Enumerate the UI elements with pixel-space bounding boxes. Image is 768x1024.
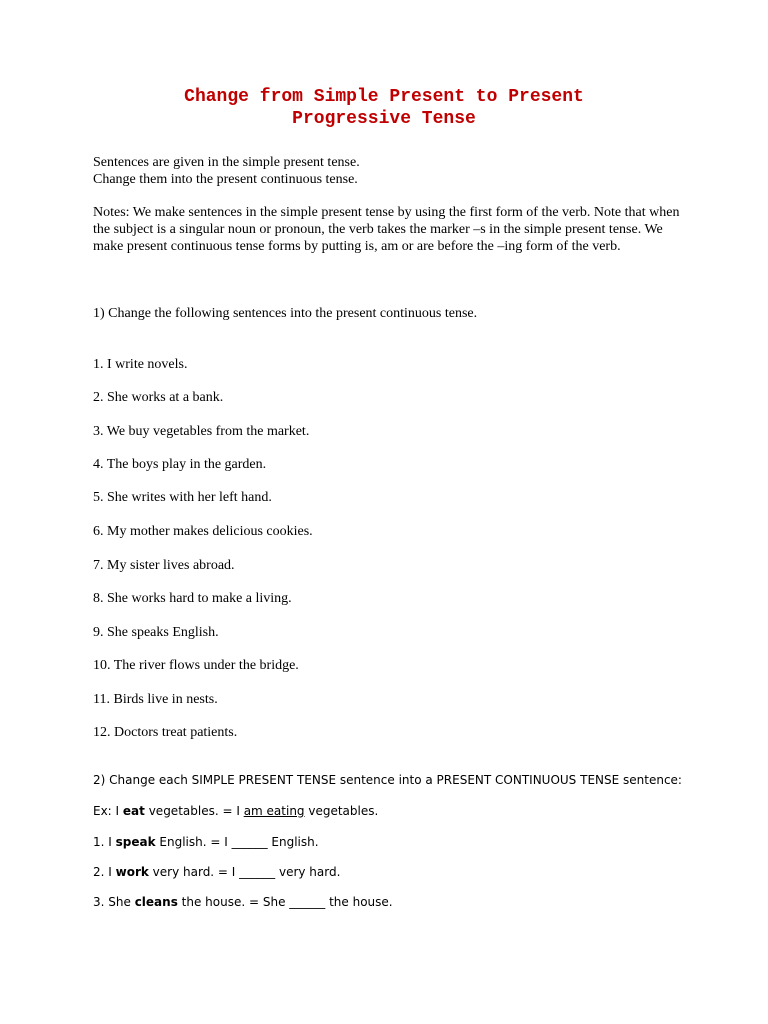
exercise-item-8: 8. She works hard to make a living.: [93, 591, 292, 606]
fill-item-rest: the house. = She ______ the house.: [177, 895, 393, 909]
section-2-instruction: 2) Change each SIMPLE PRESENT TENSE sentence into a PRESENT CONTINUOUS TENSE sentence:: [93, 773, 682, 787]
exercise-item-5: 5. She writes with her left hand.: [93, 490, 272, 505]
exercise-item-10: 10. The river flows under the bridge.: [93, 658, 299, 673]
example-verb: eat: [122, 804, 145, 818]
title-line-1: Change from Simple Present to Present: [184, 87, 584, 107]
exercise-item-3: 3. We buy vegetables from the market.: [93, 424, 310, 439]
title-line-2: Progressive Tense: [292, 109, 476, 129]
exercise-item-2: 2. She works at a bank.: [93, 390, 224, 405]
section-1-instruction: 1) Change the following sentences into the present continuous tense.: [93, 306, 478, 321]
example-answer: am eating: [243, 804, 305, 818]
page-title: [0, 86, 768, 130]
fill-item-2: [93, 865, 340, 880]
intro-line-2: Change them into the present continuous tense.: [93, 172, 358, 187]
intro-text: [93, 154, 693, 188]
intro-line-1: Sentences are given in the simple present tense.: [93, 155, 360, 170]
fill-item-prefix: 1. I: [93, 835, 116, 849]
fill-item-verb: speak: [115, 835, 156, 849]
fill-item-prefix: 3. She: [93, 895, 135, 909]
exercise-item-12: 12. Doctors treat patients.: [93, 725, 238, 740]
example-middle: vegetables. = I: [144, 804, 244, 818]
example-suffix: vegetables.: [304, 804, 379, 818]
fill-item-verb: cleans: [134, 895, 178, 909]
fill-item-verb: work: [115, 865, 149, 879]
exercise-item-1: 1. I write novels.: [93, 357, 188, 372]
fill-item-prefix: 2. I: [93, 865, 116, 879]
exercise-item-7: 7. My sister lives abroad.: [93, 558, 235, 573]
exercise-item-6: 6. My mother makes delicious cookies.: [93, 524, 313, 539]
fill-item-1: [93, 835, 319, 850]
exercise-item-11: 11. Birds live in nests.: [93, 692, 218, 707]
fill-item-rest: English. = I ______ English.: [155, 835, 319, 849]
notes-paragraph: Notes: We make sentences in the simple present tense by using the first form of the verb. Note that when the subject is a singular noun or pronoun, the verb takes the marker –s in the simple present tense. We make present continuous tense forms by putting is, am or are before the –ing form of the verb.: [93, 205, 680, 254]
fill-item-3: [93, 895, 393, 910]
example-prefix: Ex: I: [93, 804, 123, 818]
section-2-example: [93, 804, 693, 819]
exercise-item-4: 4. The boys play in the garden.: [93, 457, 267, 472]
exercise-item-9: 9. She speaks English.: [93, 625, 219, 640]
fill-item-rest: very hard. = I ______ very hard.: [148, 865, 341, 879]
